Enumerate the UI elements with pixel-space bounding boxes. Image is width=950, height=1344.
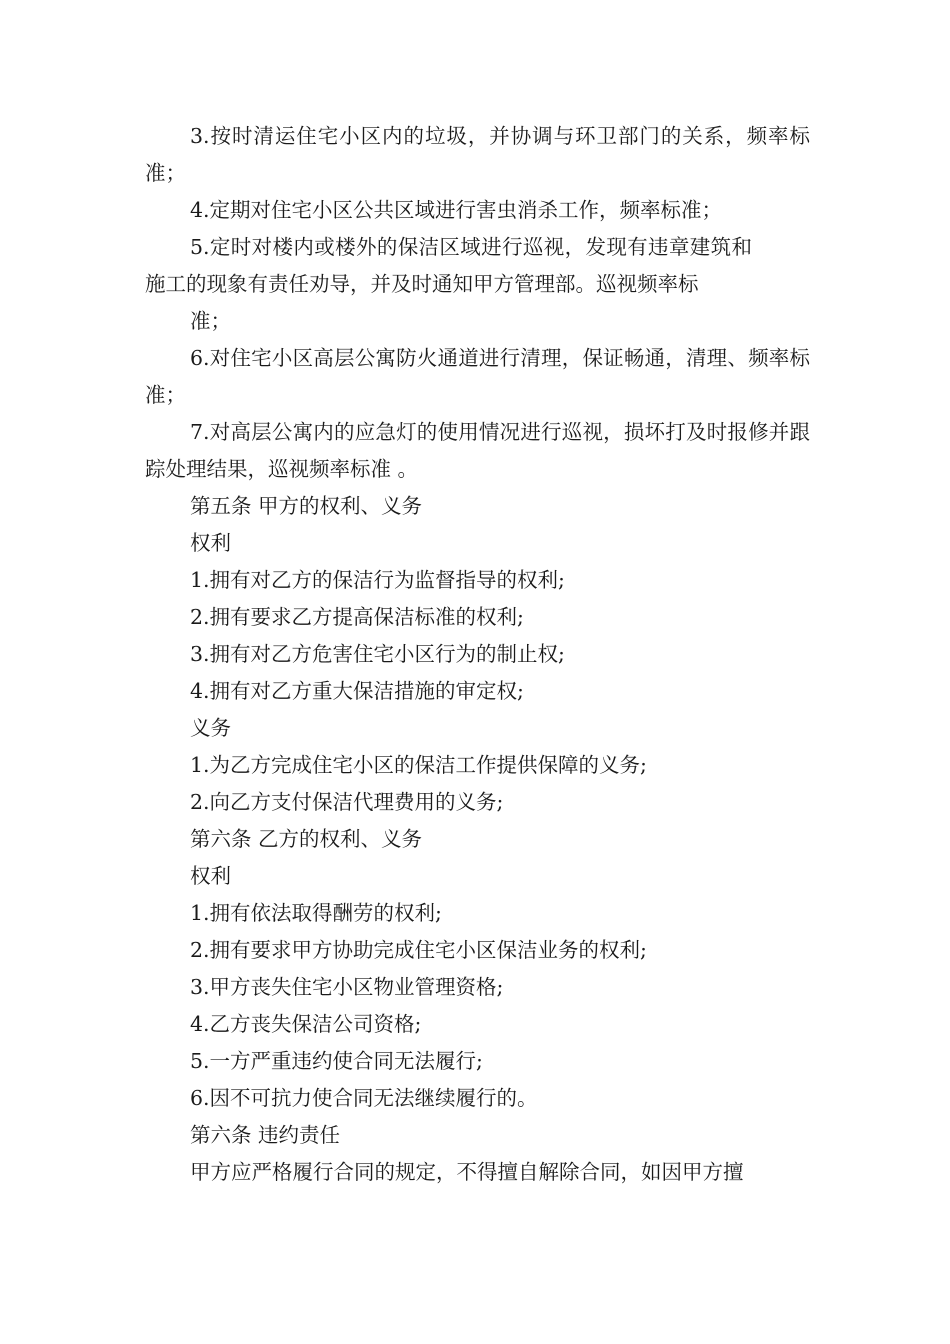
paragraph-breach-text: 甲方应严格履行合同的规定，不得擅自解除合同，如因甲方擅	[190, 1160, 744, 1184]
paragraph-item-3: 3.按时清运住宅小区内的垃圾，并协调与环卫部门的关系，频率标准；	[145, 124, 810, 185]
list-item: 4.拥有对乙方重大保洁措施的审定权;	[190, 679, 524, 703]
list-item: 1.拥有依法取得酬劳的权利;	[190, 901, 442, 925]
section-heading-article-6: 第六条 乙方的权利、义务	[190, 827, 423, 851]
subheading-rights: 权利	[190, 864, 231, 888]
list-item: 2.向乙方支付保洁代理费用的义务;	[190, 790, 504, 814]
subheading-obligations: 义务	[190, 716, 231, 740]
list-item: 4.乙方丧失保洁公司资格;	[190, 1012, 422, 1036]
list-item: 3.甲方丧失住宅小区物业管理资格;	[190, 975, 504, 999]
document-body	[145, 118, 810, 1191]
list-item: 1.为乙方完成住宅小区的保洁工作提供保障的义务;	[190, 753, 647, 777]
subheading-rights: 权利	[190, 531, 231, 555]
paragraph-item-7: 7.对高层公寓内的应急灯的使用情况进行巡视，损坏打及时报修并跟踪处理结果，巡视频率标准 。	[145, 420, 810, 481]
list-item: 2.拥有要求乙方提高保洁标准的权利;	[190, 605, 524, 629]
list-item: 5.一方严重违约使合同无法履行;	[190, 1049, 483, 1073]
section-heading-breach-liability: 第六条 违约责任	[190, 1123, 341, 1147]
paragraph-item-5: 5.定时对楼内或楼外的保洁区域进行巡视，发现有违章建筑和施工的现象有责任劝导，并及时通知甲方管理部。巡视频率标	[145, 235, 752, 296]
list-item: 2.拥有要求甲方协助完成住宅小区保洁业务的权利;	[190, 938, 647, 962]
paragraph-item-4: 4.定期对住宅小区公共区域进行害虫消杀工作，频率标准；	[190, 198, 723, 222]
list-item: 3.拥有对乙方危害住宅小区行为的制止权;	[190, 642, 565, 666]
paragraph-item-6: 6.对住宅小区高层公寓防火通道进行清理，保证畅通，清理、频率标准；	[145, 346, 810, 407]
list-item: 6.因不可抗力使合同无法继续履行的。	[190, 1086, 538, 1110]
section-heading-article-5: 第五条 甲方的权利、义务	[190, 494, 423, 518]
list-item: 1.拥有对乙方的保洁行为监督指导的权利;	[190, 568, 565, 592]
paragraph-item-5-continued: 准；	[190, 309, 231, 333]
